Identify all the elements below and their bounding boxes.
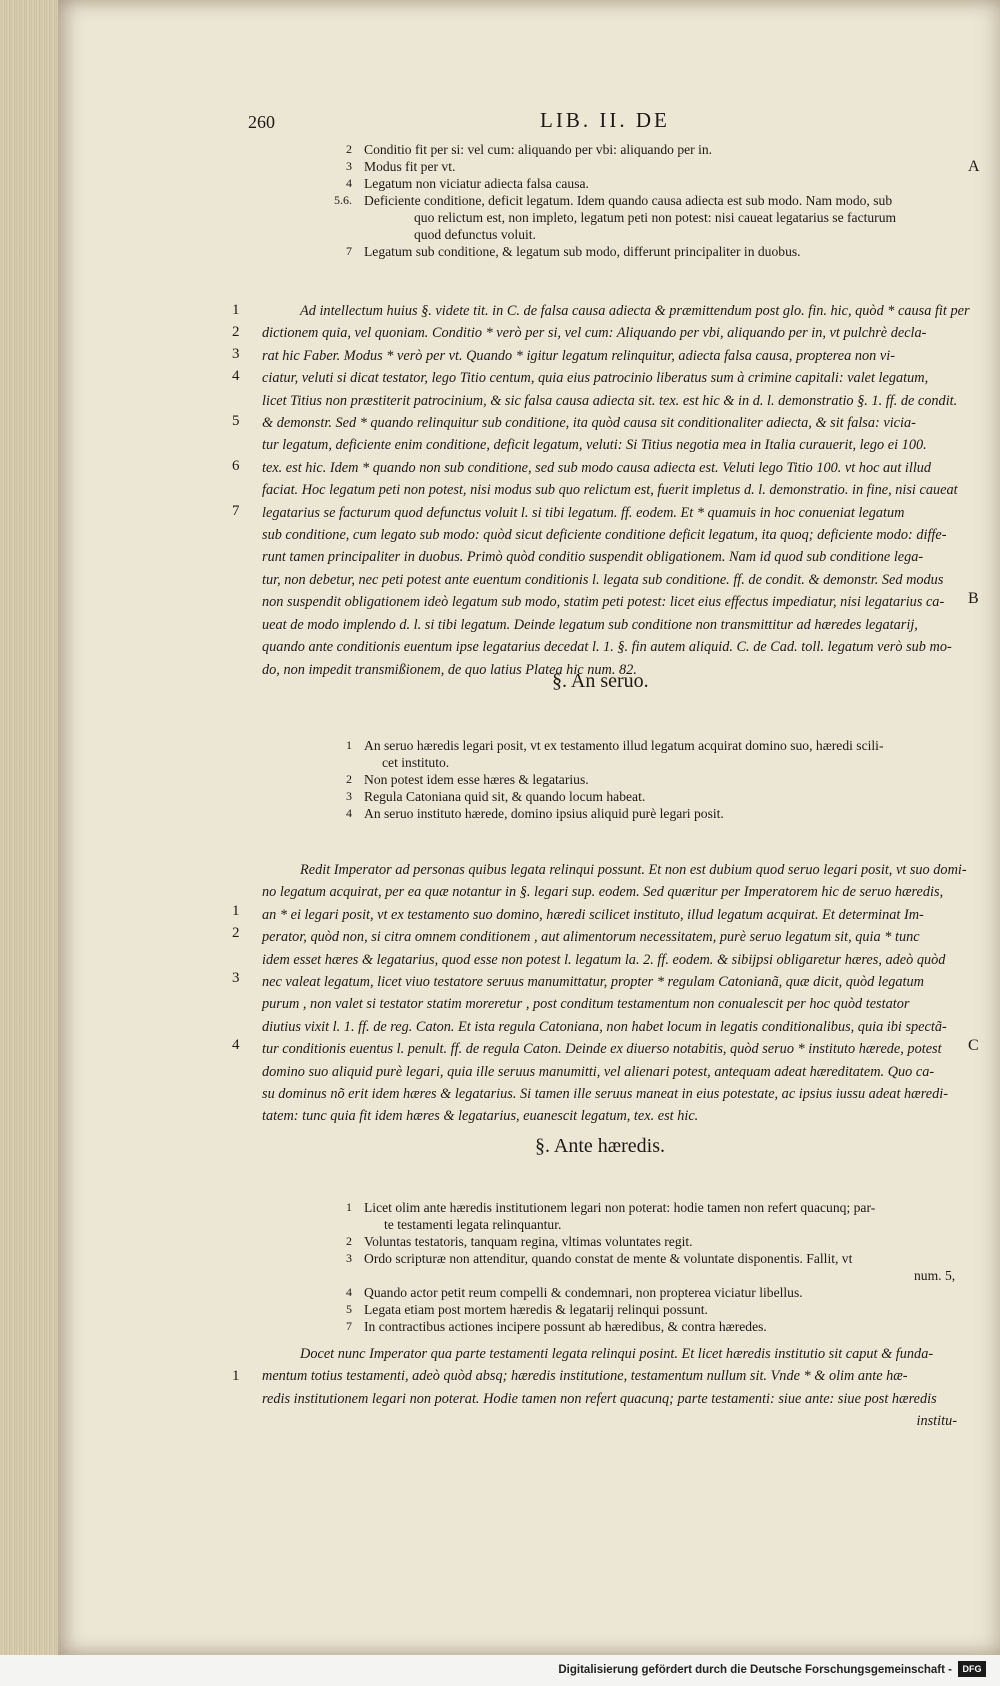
- margin-number: 1: [232, 903, 240, 919]
- summary-item: 4 Legatum non viciatur adiecta falsa causa.: [346, 176, 589, 191]
- margin-number: 2: [232, 925, 240, 941]
- margin-number: 1: [232, 1368, 240, 1384]
- summary-item: 3 Regula Catoniana quid sit, & quando locum habeat.: [346, 789, 646, 804]
- commentary-block-1: Ad intellectum huius §. videte tit. in C. de falsa causa adiecta & præmittendum post glo. fin. hic, quòd * causa fit per dictionem quia, vel quoniam. Conditio * verò per si, vel cum: Aliquando per vbi, aliquando per in, vt pulchrè decla- rat hic Faber. Modus * verò per vt. Quando * igitur legatum relinquitur, adiecta falsa causa, propterea non vi- ciatur, veluti si dicat testator, lego Titio centum, quia eius patrocinio liberatus sum à crimine capitali: valet legatum, licet Titius non præstiterit patrocinium, & sic falsa causa adiecta sit. tex. est hic & in d. l. demonstratio §. 1. ff. de condit. & demonstr. Sed * quando relinquitur sub conditione, ita quòd causa sit conditionaliter adiecta, & sit falsa: vicia- tur legatum, deficiente enim conditione, deficit legatum, veluti: Si Titius negotia mea in Italia curauerit, lego ei 100. tex. est hic. Idem * quando non sub conditione, sed sub modo causa adiecta est. Veluti lego Titio 100. vt hoc aut illud faciat. Hoc legatum peti non potest, nisi modus sub quo relictum est, fuerit impletus d. l. demonstratio. in fine, nisi caueat legatarius se facturum quod defunctus voluit l. si tibi legatum. ff. eodem. Et * quamuis in hoc conueniat legatum sub conditione, cum legato sub modo: quòd sicut deficiente conditione deficit legatum, ita quoq; deficiente modo: diffe- runt tamen principaliter in duobus. Primò quòd conditio suspendit obligationem. Nam id quod sub conditione lega- tur, non debetur, nec peti potest ante euentum conditionis l. legata sub conditione. ff. de condit. & demonstr. Sed modus non suspendit obligationem ideò legatum sub modo, statim peti potest: licet eius effectus impediatur, nisi legatarius ca- ueat de modo implendo d. l. si tibi legatum. Deinde legatum sub conditione non transmittitur ad hæredes legatarij, quando ante conditionis euentum ipse legatarius decedat l. 1. §. fin autem aliquid. C. de Cad. toll. legatum verò sub mo- do, non impedit transmißionem, de quo latius Platea hic num. 82.: [262, 303, 970, 678]
- summary-list-3: [322, 1199, 962, 1335]
- summary-item: 5.6. Deficiente conditione, deficit legatum. Idem quando causa adiecta est sub modo. Nam modo, sub: [334, 193, 893, 208]
- summary-item: 2 Non potest idem esse hæres & legatarius.: [346, 772, 589, 787]
- footer-credit: Digitalisierung gefördert durch die Deutsche Forschungsgemeinschaft -: [558, 1664, 952, 1676]
- summary-item: 5 Legata etiam post mortem hæredis & legatarij relinqui possunt.: [346, 1302, 708, 1317]
- commentary-block-3: Docet nunc Imperator qua parte testamenti legata relinqui posint. Et licet hæredis institutio sit caput & funda- mentum totius testamenti, adeò quòd absq; hæredis institutione, testamentum nullum sit. Vnde * & olim ante hæ- redis institutionem legari non poterat. Hodie tamen non refert quacunq; parte testamenti: siue ante: siue post hæredis institu-: [262, 1346, 957, 1430]
- running-head: LIB. II. DE: [540, 108, 670, 132]
- summary-list-1: [322, 141, 962, 260]
- summary-item: 2 Voluntas testatoris, tanquam regina, vltimas voluntates regit.: [346, 1234, 693, 1249]
- section-title-an-seruo: §. An seruo.: [552, 670, 649, 692]
- margin-number: 5: [232, 413, 240, 429]
- summary-item: 1 An seruo hæredis legari posit, vt ex testamento illud legatum acquirat domino suo, hæredi scili-: [346, 738, 884, 753]
- margin-number: 6: [232, 458, 240, 474]
- page-number: 260: [248, 112, 275, 132]
- summary-item: 2 Conditio fit per si: vel cum: aliquando per vbi: aliquando per in.: [346, 142, 713, 157]
- summary-item: 1 Licet olim ante hæredis institutionem legari non poterat: hodie tamen non refert quacunq; par-: [346, 1200, 876, 1215]
- summary-list-2: [322, 737, 962, 822]
- summary-item: te testamenti legata relinquantur.: [384, 1217, 562, 1232]
- summary-item: 3 Modus fit per vt.: [346, 159, 456, 174]
- summary-item: quod defunctus voluit.: [414, 227, 536, 242]
- margin-number: 4: [232, 368, 240, 384]
- margin-letter-c: C: [968, 1037, 979, 1054]
- summary-item: 4 An seruo instituto hærede, domino ipsius aliquid purè legari posit.: [346, 806, 724, 821]
- book-page-edges: [0, 0, 60, 1655]
- summary-item: 7 In contractibus actiones incipere possunt ab hæredibus, & contra hæredes.: [346, 1319, 767, 1334]
- commentary-block-2: Redit Imperator ad personas quibus legata relinqui possunt. Et non est dubium quod seruo legari posit, vt suo domi- no legatum acquirat, per ea quæ notantur in §. legari sup. eodem. Sed quæritur per Imperatorem hic de seruo hæredis, an * ei legari posit, vt ex testamento suo domino, hæredi scilicet instituto, illud legatum acquirat. Et determinat Im- perator, quòd non, si citra omnem conditionem , aut alimentorum necessitatem, purè seruo legatum sit, quia * tunc idem esset hæres & legatarius, quod esse non potest l. legatum la. 2. ff. eodem. & sibijpsi obligaretur hæres, adeò quòd nec valeat legatum, licet viuo testatore seruus manumittatur, propter * regulam Catonianã, quæ dicit, quòd legatum purum , non valet si testator statim moreretur , post conditum testamentum non conualescit per hoc quòd testator diutius vixit l. 1. ff. de reg. Caton. Et ista regula Catoniana, non habet locum in legatis conditionalibus, quia ibi spectã- tur conditionis euentus l. penult. ff. de regula Caton. Deinde ex diuerso notabitis, quòd seruo * instituto hærede, potest domino suo aliquid purè legari, quia ille seruus manumitti, vel alienari potest, antequam adeat hæreditatem. Quo ca- su dominus nõ erit idem hæres & legatarius. Si tamen ille seruus maneat in eius potestate, ac ipsius iussu adeat hæredi- tatem: tunc quia fit idem hæres & legatarius, euanescit legatum, tex. est hic.: [262, 862, 967, 1125]
- margin-number: 4: [232, 1037, 240, 1053]
- margin-number: 1: [232, 302, 240, 318]
- summary-item: quo relictum est, non impleto, legatum peti non potest: nisi caueat legatarius se facturum: [414, 210, 897, 225]
- margin-letter-b: B: [968, 590, 979, 607]
- margin-letter-a: A: [968, 158, 980, 175]
- margin-number: 3: [232, 346, 240, 362]
- margin-number: 3: [232, 970, 240, 986]
- summary-item: 7 Legatum sub conditione, & legatum sub modo, differunt principaliter in duobus.: [346, 244, 801, 259]
- summary-item: 3 Ordo scripturæ non attenditur, quando constat de mente & voluntate disponentis. Fallit, vt: [346, 1251, 853, 1266]
- margin-number: 7: [232, 503, 240, 519]
- dfg-logo: DFG: [958, 1661, 986, 1677]
- summary-item: cet instituto.: [382, 755, 450, 770]
- summary-item: num. 5,: [914, 1268, 956, 1283]
- summary-item: 4 Quando actor petit reum compelli & condemnari, non propterea viciatur libellus.: [346, 1285, 803, 1300]
- margin-number: 2: [232, 324, 240, 340]
- section-title-ante-haeredis: §. Ante hæredis.: [535, 1135, 665, 1157]
